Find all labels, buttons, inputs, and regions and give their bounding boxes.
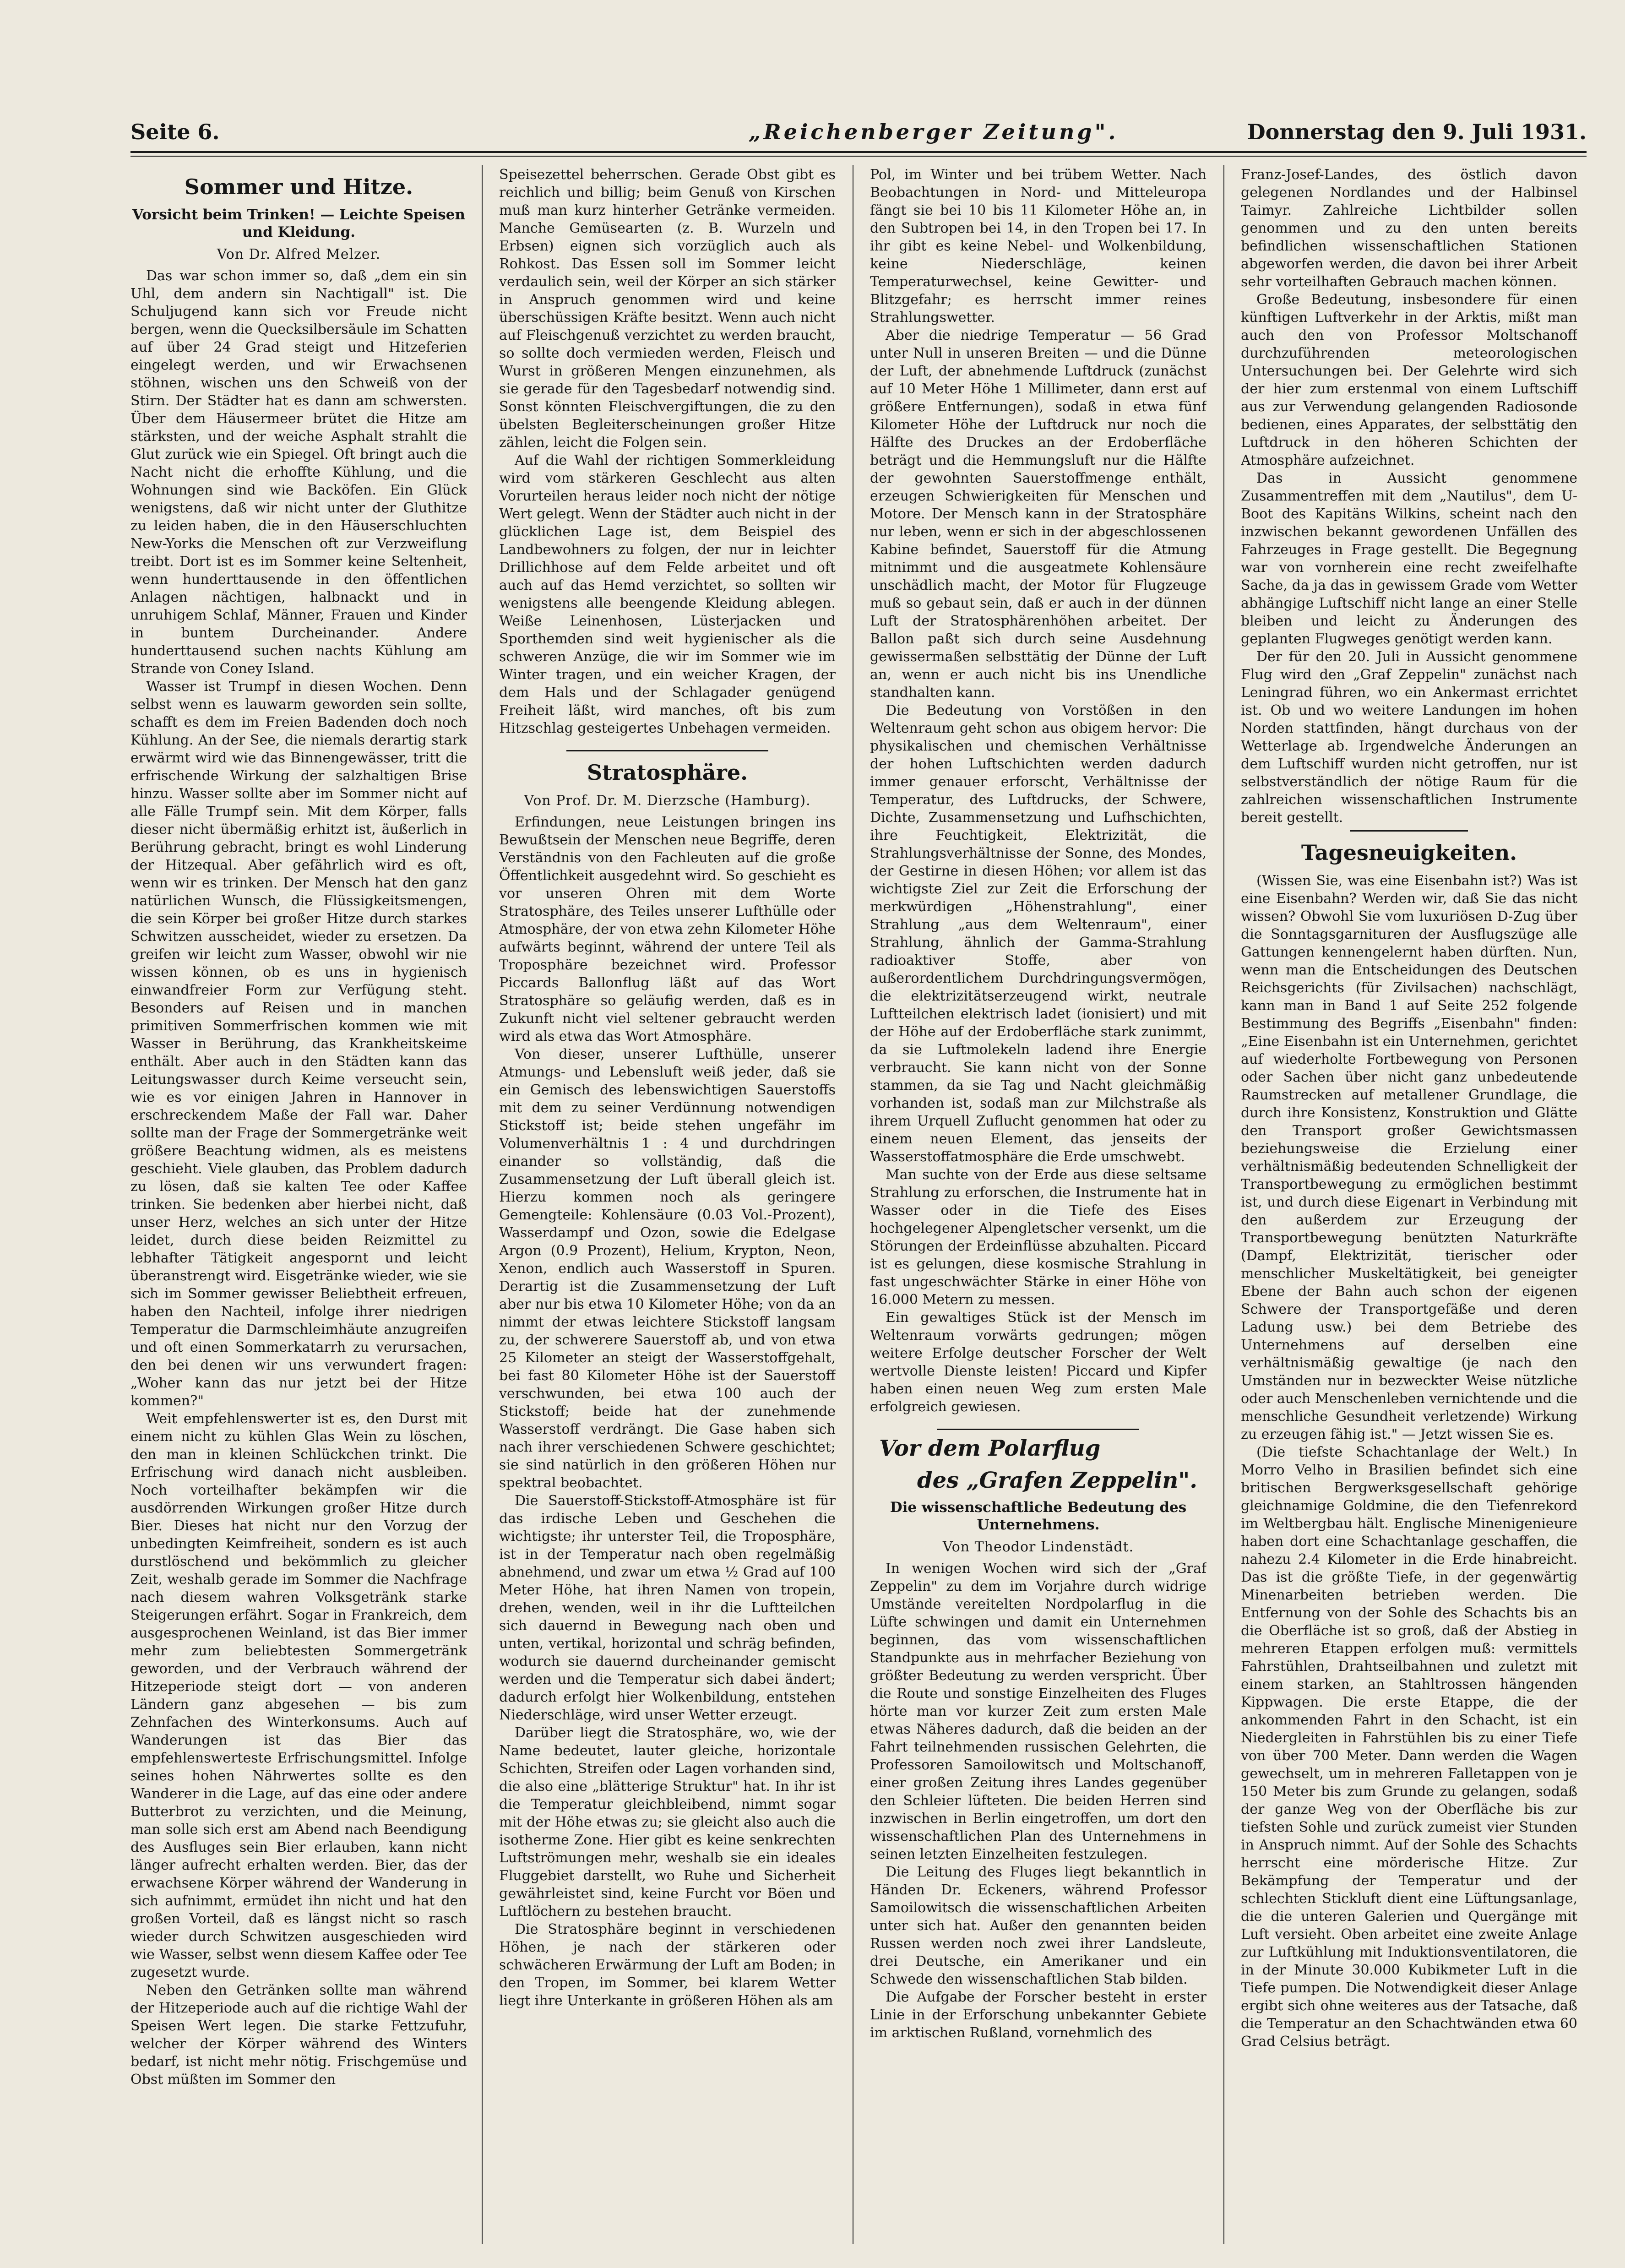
article-headline-stratosphaere: Stratosphäre. xyxy=(587,760,748,785)
paragraph: Von dieser, unserer Lufthülle, unserer Atmungs- und Lebensluft weiß jeder, daß sie ein Gemisch des lebenswichtigen Sauerstoffs mit dem zu seiner Verdünnung notwendigen Stickstoff ist; beide stehen ungefähr im Volumenverhältnis 1 : 4 und durchdringen einander so vollständig, daß die Zusammensetzung der Luft überall gleich ist. Hierzu kommen noch als geringere Gemengteile: Kohlensäure (0.03 Vol.-Prozent), Wasserdampf und Ozon, sowie die Edelgase Argon (0.9 Prozent), Helium, Krypton, Neon, Xenon, endlich auch Wasserstoff in Spuren. Derartig ist die Zusammensetzung der Luft aber nur bis etwa 10 Kilometer Höhe; von da an nimmt der etwas leichtere Stickstoff langsam zu, der schwerere Sauerstoff ab, und von etwa 25 Kilometer an steigt der Wasserstoffgehalt, bei fast 80 Kilometer Höhe ist der Sauerstoff verschwunden, bei etwa 100 auch der Stickstoff; beide hat der zunehmende Wasserstoff verdrängt. Die Gase haben sich nach ihrer verschiedenen Schwere geschichtet; sie sind natürlich in den größeren Höhen nur spektral beobachtet. xyxy=(499,1046,836,1491)
newspaper-title: „Reichenberger Zeitung". xyxy=(749,120,1119,144)
paragraph: (Die tiefste Schachtanlage der Welt.) In Morro Velho in Brasilien befindet sich eine britischen Bergwerksgesellschaft gehörige gleichnamige Goldmine, die den Tiefenrekord im Weltbergbau hält. Englische Minenigenieure haben dort eine Schachtanlage geschaffen, die nahezu 2.4 Kilometer in die Erde hinabreicht. Das ist die größte Tiefe, in der gegenwärtig Minenarbeiten betrieben werden. Die Entfernung von der Sohle des Schachts bis an die Oberfläche ist so groß, daß der Abstieg in mehreren Etappen erfolgen muß: vermittels Fahrstühlen, Drahtseilbahnen und zuletzt mit einem starken, an Stahltrossen hängenden Kippwagen. Die erste Etappe, die der ankommenden Fahrt in den Schacht, ist ein Niedergleiten in Fahrstühlen bis zu einer Tiefe von über 700 Meter. Dann werden die Wagen gewechselt, um in mehreren Falletappen von je 150 Meter bis zum Grunde zu gelangen, sodaß der ganze Weg von der Oberfläche bis zur tiefsten Sohle und zurück zumeist vier Stunden in Anspruch nimmt. Auf der Sohle des Schachts herrscht eine mörderische Hitze. Zur Bekämpfung der Temperatur und der schlechten Stickluft dient eine Lüftungsanlage, die die unteren Galerien und Quergänge mit Luft versieht. Oben arbeitet eine zweite Anlage zur Luftkühlung mit Induktionsventilatoren, die in der Minute 30.000 Kubikmeter Luft in die Tiefe pumpen. Die Notwendigkeit dieser Anlage ergibt sich ohne weiteres aus der Tatsache, daß die Temperatur an den Schachtwänden etwa 60 Grad Celsius beträgt. xyxy=(1241,1444,1577,2050)
article-headline-tagesneuigkeiten: Tagesneuigkeiten. xyxy=(1301,840,1517,865)
paragraph: Erfindungen, neue Leistungen bringen ins Bewußtsein der Menschen neue Begriffe, deren Verständnis von den Fachleuten auf die große Öffentlichkeit ausgedehnt wird. So geschieht es vor unseren Ohren mit dem Worte Stratosphäre, des Teiles unserer Lufthülle oder Atmosphäre, der von etwa zehn Kilometer Höhe aufwärts beginnt, während der untere Teil als Troposphäre bezeichnet wird. Professor Piccards Ballonflug läßt auf das Wort Stratosphäre so geläufig werden, daß es in Zukunft nicht viel seltener gebraucht werden wird als etwa das Wort Atmosphäre. xyxy=(499,814,836,1044)
paragraph: Die Bedeutung von Vorstößen in den Weltenraum geht schon aus obigem hervor: Die physikalischen und chemischen Verhältnisse der hohen Luftschichten werden dadurch immer genauer erforscht, Verhältnisse der Temperatur, des Luftdrucks, der Schwere, Dichte, Zusammensetzung und Lufhschichten, ihre Feuchtigkeit, Elektrizität, die Strahlungsverhältnisse der Sonne, des Mondes, der Gestirne in diesen Höhen; vor allem ist das wichtigste Ziel zur Zeit die Erforschung der merkwürdigen „Höhenstrahlung", einer Strahlung „aus dem Weltenraum", einer Strahlung, ähnlich der Gamma-Strahlung radioaktiver Stoffe, aber von außerordentlichem Durchdringungsvermögen, die elektrizitätserzeugend wirkt, neutrale Luftteilchen elektrisch ladet (ionisiert) und mit der Höhe auf der Erdoberfläche stark zunimmt, da sie Luftmolekeln ladend ihre Energie verbraucht. Sie kann nicht von der Sonne stammen, da sie Tag und Nacht gleichmäßig vorhanden ist, sodaß man zur Milchstraße als ihrem Urquell Zuflucht genommen hat oder zu einem neuen Element, das jenseits der Wasserstoffatmosphäre die Erde umschwebt. xyxy=(870,702,1207,1165)
section-rule xyxy=(1350,830,1468,832)
article-subhead-sommer: Vorsicht beim Trinken! — Leichte Speisen und Kleidung. xyxy=(132,207,465,240)
paragraph: (Wissen Sie, was eine Eisenbahn ist?) Was ist eine Eisenbahn? Werden wir, daß Sie das nicht wissen? Obwohl Sie vom luxuriösen D-Zug über die Sonntagsgarnituren der Ausflugszüge alle Gattungen kennengelernt haben dürften. Nun, wenn man die Entscheidungen des Deutschen Reichsgerichts (für Zivilsachen) nachschlägt, kann man in Band 1 auf Seite 252 folgende Bestimmung des Begriffs „Eisenbahn" finden: „Eine Eisenbahn ist ein Unternehmen, gerichtet auf wiederholte Fortbewegung von Personen oder Sachen über nicht ganz unbedeutende Raumstrecken auf metallener Grundlage, die durch ihre Konsistenz, Konstruktion und Glätte den Transport großer Gewichtsmassen beziehungsweise die Erzielung einer verhältnismäßig bedeutenden Schnelligkeit der Transportbewegung zu ermöglichen bestimmt ist, und durch diese Eigenart in Verbindung mit den außerdem zur Erzeugung der Transportbewegung benützten Naturkräfte (Dampf, Elektrizität, tierischer oder menschlicher Muskeltätigkeit, bei geneigter Ebene der Bahn auch schon der eigenen Schwere der Transportgefäße und deren Ladung usw.) bei dem Betriebe des Unternehmens auf derselben eine verhältnismäßig gewaltige (je nach den Umständen nur in bezweckter Weise nützliche oder auch Menschenleben vernichtende und die menschliche Gesundheit verletzende) Wirkung zu erzeugen fähig ist." — Jetzt wissen Sie es. xyxy=(1241,873,1577,1442)
paragraph: Pol, im Winter und bei trübem Wetter. Nach Beobachtungen in Nord- und Mitteleuropa fängt sie bei 10 bis 11 Kilometer Höhe an, in den Subtropen bei 14, in den Tropen bei 17. In ihr gibt es keine Nebel- und Wolkenbildung, keine Niederschläge, keinen Temperaturwechsel, keine Gewitter- und Blitzgefahr; es herrscht immer reines Strahlungswetter. xyxy=(870,167,1207,326)
paragraph: Weit empfehlenswerter ist es, den Durst mit einem nicht zu kühlen Glas Wein zu löschen, den man in kleinen Schlückchen trinkt. Die Erfrischung wird danach nicht ausbleiben. Noch vorteilhafter bekämpfen wir die ausdörrenden Wirkungen großer Hitze durch Bier. Dieses hat nicht nur den Vorzug der unbedingten Keimfreiheit, sondern es ist auch durstlöschend und bekömmlich zu gleicher Zeit, weshalb gerade im Sommer die Nachfrage nach diesem wahren Volksgetränk starke Steigerungen erfährt. Sogar in Frankreich, dem ausgesprochenen Weinland, ist das Bier immer mehr zum beliebtesten Sommergetränk geworden, und der Verbrauch während der Hitzeperiode steigt dort — von anderen Ländern ganz abgesehen — bis zum Zehnfachen des Winterkonsums. Auch auf Wanderungen ist das Bier das empfehlenswerteste Erfrischungsmittel. Infolge seines hohen Nährwertes sollte es den Wanderer in die Lage, auf das eine oder andere Butterbrot zu verzichten, und die Meinung, man solle sich erst am Abend nach Beendigung des Ausfluges sein Bier erlauben, kann nicht länger aufrecht erhalten werden. Bier, das der erwachsene Körper während der Wanderung in sich aufnimmt, ermüdet ihn nicht und hat den großen Vorteil, daß es längst nicht so rasch wieder durch Schwitzen ausgeschieden wird wie Wasser, selbst wenn diesem Kaffee oder Tee zugesetzt wurde. xyxy=(130,1411,467,1980)
paragraph: Das war schon immer so, daß „dem ein sin Uhl, dem andern sin Nachtigall" ist. Die Schuljugend kann sich vor Freude nicht bergen, wenn die Quecksilbersäule im Schatten auf über 24 Grad steigt und Hitzeferien eingelegt werden, und wir Erwachsenen stöhnen, wischen uns den Schweiß von der Stirn. Der Städter hat es dann am schwersten. Über dem Häusermeer brütet die Hitze am stärksten, und der weiche Asphalt strahlt die Glut zurück wie ein Spiegel. Oft bringt auch die Nacht nicht die erhoffte Kühlung, und die Wohnungen sind wie Backöfen. Ein Glück wenigstens, daß wir nicht unter der Gluthitze zu leiden haben, die in den Häuserschluchten New-Yorks die Menschen oft zur Verzweiflung treibt. Dort ist es im Sommer keine Seltenheit, wenn hunderttausende in den öffentlichen Anlagen nächtigen, halbnackt und in unruhigem Schlaf, Männer, Frauen und Kinder in buntem Durcheinander. Andere hunderttausend suchen nachts Kühlung am Strande von Coney Island. xyxy=(130,268,467,677)
paragraph: Die Aufgabe der Forscher besteht in erster Linie in der Erforschung unbekannter Gebiete im arktischen Rußland, vornehmlich des xyxy=(870,1989,1207,2041)
article-headline-sommer: Sommer und Hitze. xyxy=(184,174,413,199)
section-rule xyxy=(566,750,768,751)
paragraph: Große Bedeutung, insbesondere für einen künftigen Luftverkehr in der Arktis, mißt man auch den von Professor Moltschanoff durchzuführenden meteorologischen Untersuchungen bei. Der Gelehrte wird sich der hier zum erstenmal von einem Luftschiff aus zur Verwendung gelangenden Radiosonde bedienen, eines Apparates, der selbsttätig den Luftdruck in den höheren Schichten der Atmosphäre aufzeichnet. xyxy=(1241,292,1577,468)
column-1 xyxy=(130,166,467,2235)
section-rule xyxy=(937,1429,1139,1430)
column-3 xyxy=(870,166,1207,2235)
paragraph: Franz-Josef-Landes, des östlich davon gelegenen Nordlandes und der Halbinsel Taimyr. Zahlreiche Lichtbilder sollen genommen und zu den unten bereits befindlichen wissenschaftlichen Stationen abgeworfen werden, die davon bei ihrer Arbeit sehr vorteilhaften Gebrauch machen können. xyxy=(1241,167,1577,290)
page-header xyxy=(130,118,1587,155)
paragraph: Aber die niedrige Temperatur — 56 Grad unter Null in unseren Breiten — und die Dünne der Luft, der abnehmende Luftdruck (zunächst auf 10 Meter Höhe 1 Millimeter, dann erst auf größere Entfernungen), sodaß in etwa fünf Kilometer Höhe der Luftdruck nur noch die Hälfte des Druckes an der Erdoberfläche beträgt und die Hemmungsluft nur die Hälfte der gewohnten Sauerstoffmenge enthält, erzeugen Schwierigkeiten für Menschen und Motore. Der Mensch kann in der Stratosphäre nur leben, wenn er sich in der abgeschlossenen Kabine befindet, Sauerstoff für die Atmung mitnimmt und die ausgeatmete Kohlensäure unschädlich macht, der Motor für Flugzeuge muß so gebaut sein, daß er auch in der dünnen Luft der Stratosphärenhöhen arbeitet. Der Ballon paßt sich durch seine Ausdehnung gewissermaßen selbsttätig der Dünne der Luft an, wenn er auch nicht bis ins Unendliche standhalten kann. xyxy=(870,327,1207,701)
paragraph: Ein gewaltiges Stück ist der Mensch im Weltenraum vorwärts gedrungen; mögen weitere Erfolge deutscher Forscher der Welt wertvolle Dienste leisten! Piccard und Kipfer haben einen neuen Weg zum ersten Male erfolgreich gewiesen. xyxy=(870,1310,1207,1415)
header-rule-thin xyxy=(130,156,1587,157)
article-subhead-polarflug: Die wissenschaftliche Bedeutung des Unternehmens. xyxy=(890,1499,1187,1533)
paragraph: Der für den 20. Juli in Aussicht genommene Flug wird den „Graf Zeppelin" zunächst nach Leningrad führen, wo ein Ankermast errichtet ist. Ob und wo weitere Landungen im hohen Norden stattfinden, hängt durchaus von der Wetterlage ab. Irgendwelche Änderungen an dem Luftschiff wurden nicht getroffen, nur ist selbstverständlich der nötige Raum für die zahlreichen wissenschaftlichen Instrumente bereit gestellt. xyxy=(1241,649,1577,826)
paragraph: Wasser ist Trumpf in diesen Wochen. Denn selbst wenn es lauwarm geworden sein sollte, schafft es dem im Freien Badenden doch noch Kühlung. An der See, die niemals derartig stark erwärmt wird wie das Binnengewässer, tritt die erfrischende Wirkung der salzhaltigen Brise hinzu. Wasser sollte aber im Sommer nicht auf alle Fälle Trumpf sein. Mit dem Körper, falls dieser nicht übermäßig erhitzt ist, äußerlich in Berührung gebracht, bringt es wohl Linderung der Hitzequal. Aber gefährlich wird es oft, wenn wir es trinken. Der Mensch hat den ganz natürlichen Wunsch, die Flüssigkeitsmengen, die sein Körper bei großer Hitze durch starkes Schwitzen ausscheidet, wieder zu ersetzen. Da greifen wir leicht zum Wasser, obwohl wir nie wissen können, ob es uns in hygienisch einwandfreier Form zur Verfügung steht. Besonders auf Reisen und in manchen primitiven Sommerfrischen kommen wie mit Wasser in Berührung, das Krankheitskeime enthält. Aber auch in den Städten kann das Leitungswasser durch Keime verseucht sein, wie es vor einigen Jahren in Hannover in erschreckendem Maße der Fall war. Daher sollte man der Frage der Sommergetränke weit größere Beachtung widmen, als es meistens geschieht. Viele glauben, das Problem dadurch zu lösen, daß sie kalten Tee oder Kaffee trinken. Sie bedenken aber hierbei nicht, daß unser Herz, welches an sich unter der Hitze leidet, durch diese beiden Reizmittel zu lebhafter Tätigkeit angespornt und leicht überanstrengt wird. Eisgetränke wieder, wie sie sich im Sommer gewisser Beliebtheit erfreuen, haben den Nachteil, infolge ihrer niedrigen Temperatur die Darmschleimhäute anzugreifen und oft einen Sommerkatarrh zu verursachen, den bei denen wir uns verwundert fragen: „Woher kann das nur jetzt bei der Hitze kommen?" xyxy=(130,679,467,1409)
paragraph: Darüber liegt die Stratosphäre, wo, wie der Name bedeutet, lauter gleiche, horizontale Schichten, Streifen oder Lagen vorhanden sind, die also eine „blätterige Struktur" hat. In ihr ist die Temperatur gleichbleibend, nimmt sogar mit der Höhe etwas zu; sie gleicht also auch die isotherme Zone. Hier gibt es keine senkrechten Luftströmungen mehr, weshalb sie ein ideales Fluggebiet darstellt, wo Ruhe und Sicherheit gewährleistet sind, keine Furcht vor Böen und Luftlöchern zu bestehen braucht. xyxy=(499,1725,836,1920)
paragraph: Auf die Wahl der richtigen Sommerkleidung wird vom stärkeren Geschlecht aus alten Vorurteilen heraus leider noch nicht der nötige Wert gelegt. Wenn der Städter auch nicht in der glücklichen Lage ist, dem Beispiel des Landbewohners zu folgen, der nur in leichter Drillichhose auf dem Felde arbeitet und oft auch auf das Hemd verzichtet, so sollten wir wenigstens alle beengende Kleidung ablegen. Weiße Leinenhosen, Lüsterjacken und Sporthemden sind weit hygienischer als die schweren Anzüge, die wir im Sommer wie im Winter tragen, und ein weicher Kragen, der dem Hals und der Schlagader genügend Freiheit läßt, wird manches, oft bis zum Hitzschlag gesteigertes Unbehagen vermeiden. xyxy=(499,452,836,736)
column-separator xyxy=(482,165,483,2244)
paragraph: Speisezettel beherrschen. Gerade Obst gibt es reichlich und billig; beim Genuß von Kirschen muß man kurz hinterher Getränke vermeiden. Manche Gemüsearten (z. B. Wurzeln und Erbsen) eignen sich vorzüglich auch als Rohkost. Das Essen soll im Sommer leicht verdaulich sein, weil der Körper an sich stärker in Anspruch genommen wird und keine überschüssigen Kräfte besitzt. Wenn auch nicht auf Fleischgenuß verzichtet zu werden braucht, so sollte doch vermieden werden, Fleisch und Wurst in größeren Mengen einzunehmen, als sie gerade für den Tagesbedarf notwendig sind. Sonst könnten Fleischvergiftungen, die zu den übelsten Begleiterscheinungen großer Hitze zählen, leicht die Folgen sein. xyxy=(499,167,836,451)
issue-date: Donnerstag den 9. Juli 1931. xyxy=(1247,120,1587,144)
paragraph: In wenigen Wochen wird sich der „Graf Zeppelin" zu dem im Vorjahre durch widrige Umstände vereitelten Nordpolarflug in die Lüfte schwingen und damit ein Unternehmen beginnen, das vom wissenschaftlichen Standpunkte aus in mehrfacher Beziehung von größter Bedeutung zu werden verspricht. Über die Route und sonstige Einzelheiten des Fluges hörte man vor kurzer Zeit zum ersten Male etwas Näheres dadurch, daß die beiden an der Fahrt teilnehmenden russischen Gelehrten, die Professoren Samoilowitsch und Moltschanoff, einer großen Zeitung ihres Landes gegenüber den Schleier lüfteten. Die beiden Herren sind inzwischen in Berlin eingetroffen, um dort den wissenschaftlichen Plan des Unternehmens in seinen letzten Einzelheiten festzulegen. xyxy=(870,1561,1207,1862)
paragraph: Das in Aussicht genommene Zusammentreffen mit dem „Nautilus", dem U-Boot des Kapitäns Wilkins, scheint nach den inzwischen bekannt gewordenen Unfällen des Fahrzeuges in Frage gestellt. Die Begegnung war von vornherein eine recht zweifelhafte Sache, da ja das in gewissem Grade vom Wetter abhängige Luftschiff nicht lange an einer Stelle bleiben und leicht zu Änderungen des geplanten Flugweges genötigt werden kann. xyxy=(1241,470,1577,647)
article-headline-polarflug-2: des „Grafen Zeppelin". xyxy=(917,1468,1197,1493)
page-number: Seite 6. xyxy=(130,120,220,144)
article-byline-stratosphaere: Von Prof. Dr. M. Dierzsche (Hamburg). xyxy=(524,793,811,809)
paragraph: Man suchte von der Erde aus diese seltsame Strahlung zu erforschen, die Instrumente hat in Wasser oder in die Tiefe des Eises hochgelegener Alpengletscher versenkt, um die Störungen der Erdeinflüsse abzuhalten. Piccard ist es gelungen, diese kosmische Strahlung in fast ungeschwächter Stärke in einer Höhe von 16.000 Metern zu messen. xyxy=(870,1167,1207,1308)
paragraph: Die Sauerstoff-Stickstoff-Atmosphäre ist für das irdische Leben und Geschehen die wichtigste; ihr unterster Teil, die Troposphäre, ist in der Temperatur nach oben regelmäßig abnehmend, und zwar um etwa ½ Grad auf 100 Meter Höhe, hat ihren Namen von tropein, drehen, wenden, weil in ihr die Luftteilchen sich dauernd in Bewegung nach oben und unten, vertikal, horizontal und schräg befinden, wodurch sie dauernd durcheinander gemischt werden und die Temperatur sich dabei ändert; dadurch erfolgt hier Wolkenbildung, entstehen Niederschläge, wird unser Wetter erzeugt. xyxy=(499,1493,836,1723)
paragraph: Neben den Getränken sollte man während der Hitzeperiode auch auf die richtige Wahl der Speisen Wert legen. Die starke Fettzufuhr, welcher der Körper während des Winters bedarf, ist nicht mehr nötig. Frischgemüse und Obst müßten im Sommer den xyxy=(130,1982,467,2088)
article-byline-sommer: Von Dr. Alfred Melzer. xyxy=(217,246,381,262)
column-2 xyxy=(499,166,836,2235)
article-headline-polarflug: Vor dem Polarflug xyxy=(879,1436,1101,1461)
column-4 xyxy=(1241,166,1577,2235)
paragraph: Die Leitung des Fluges liegt bekanntlich in Händen Dr. Eckeners, während Professor Samoilowitsch die wissenschaftlichen Arbeiten unter sich hat. Außer den genannten beiden Russen werden noch zwei ihrer Landsleute, drei Deutsche, ein Amerikaner und ein Schwede den wissenschaftlichen Stab bilden. xyxy=(870,1864,1207,1987)
header-rule xyxy=(130,151,1587,153)
article-byline-polarflug: Von Theodor Lindenstädt. xyxy=(942,1539,1134,1555)
column-separator xyxy=(1223,165,1224,2244)
paragraph: Die Stratosphäre beginnt in verschiedenen Höhen, je nach der stärkeren oder schwächeren Erwärmung der Luft am Boden; in den Tropen, im Sommer, bei klarem Wetter liegt ihre Unterkante in größeren Höhen als am xyxy=(499,1921,836,2009)
